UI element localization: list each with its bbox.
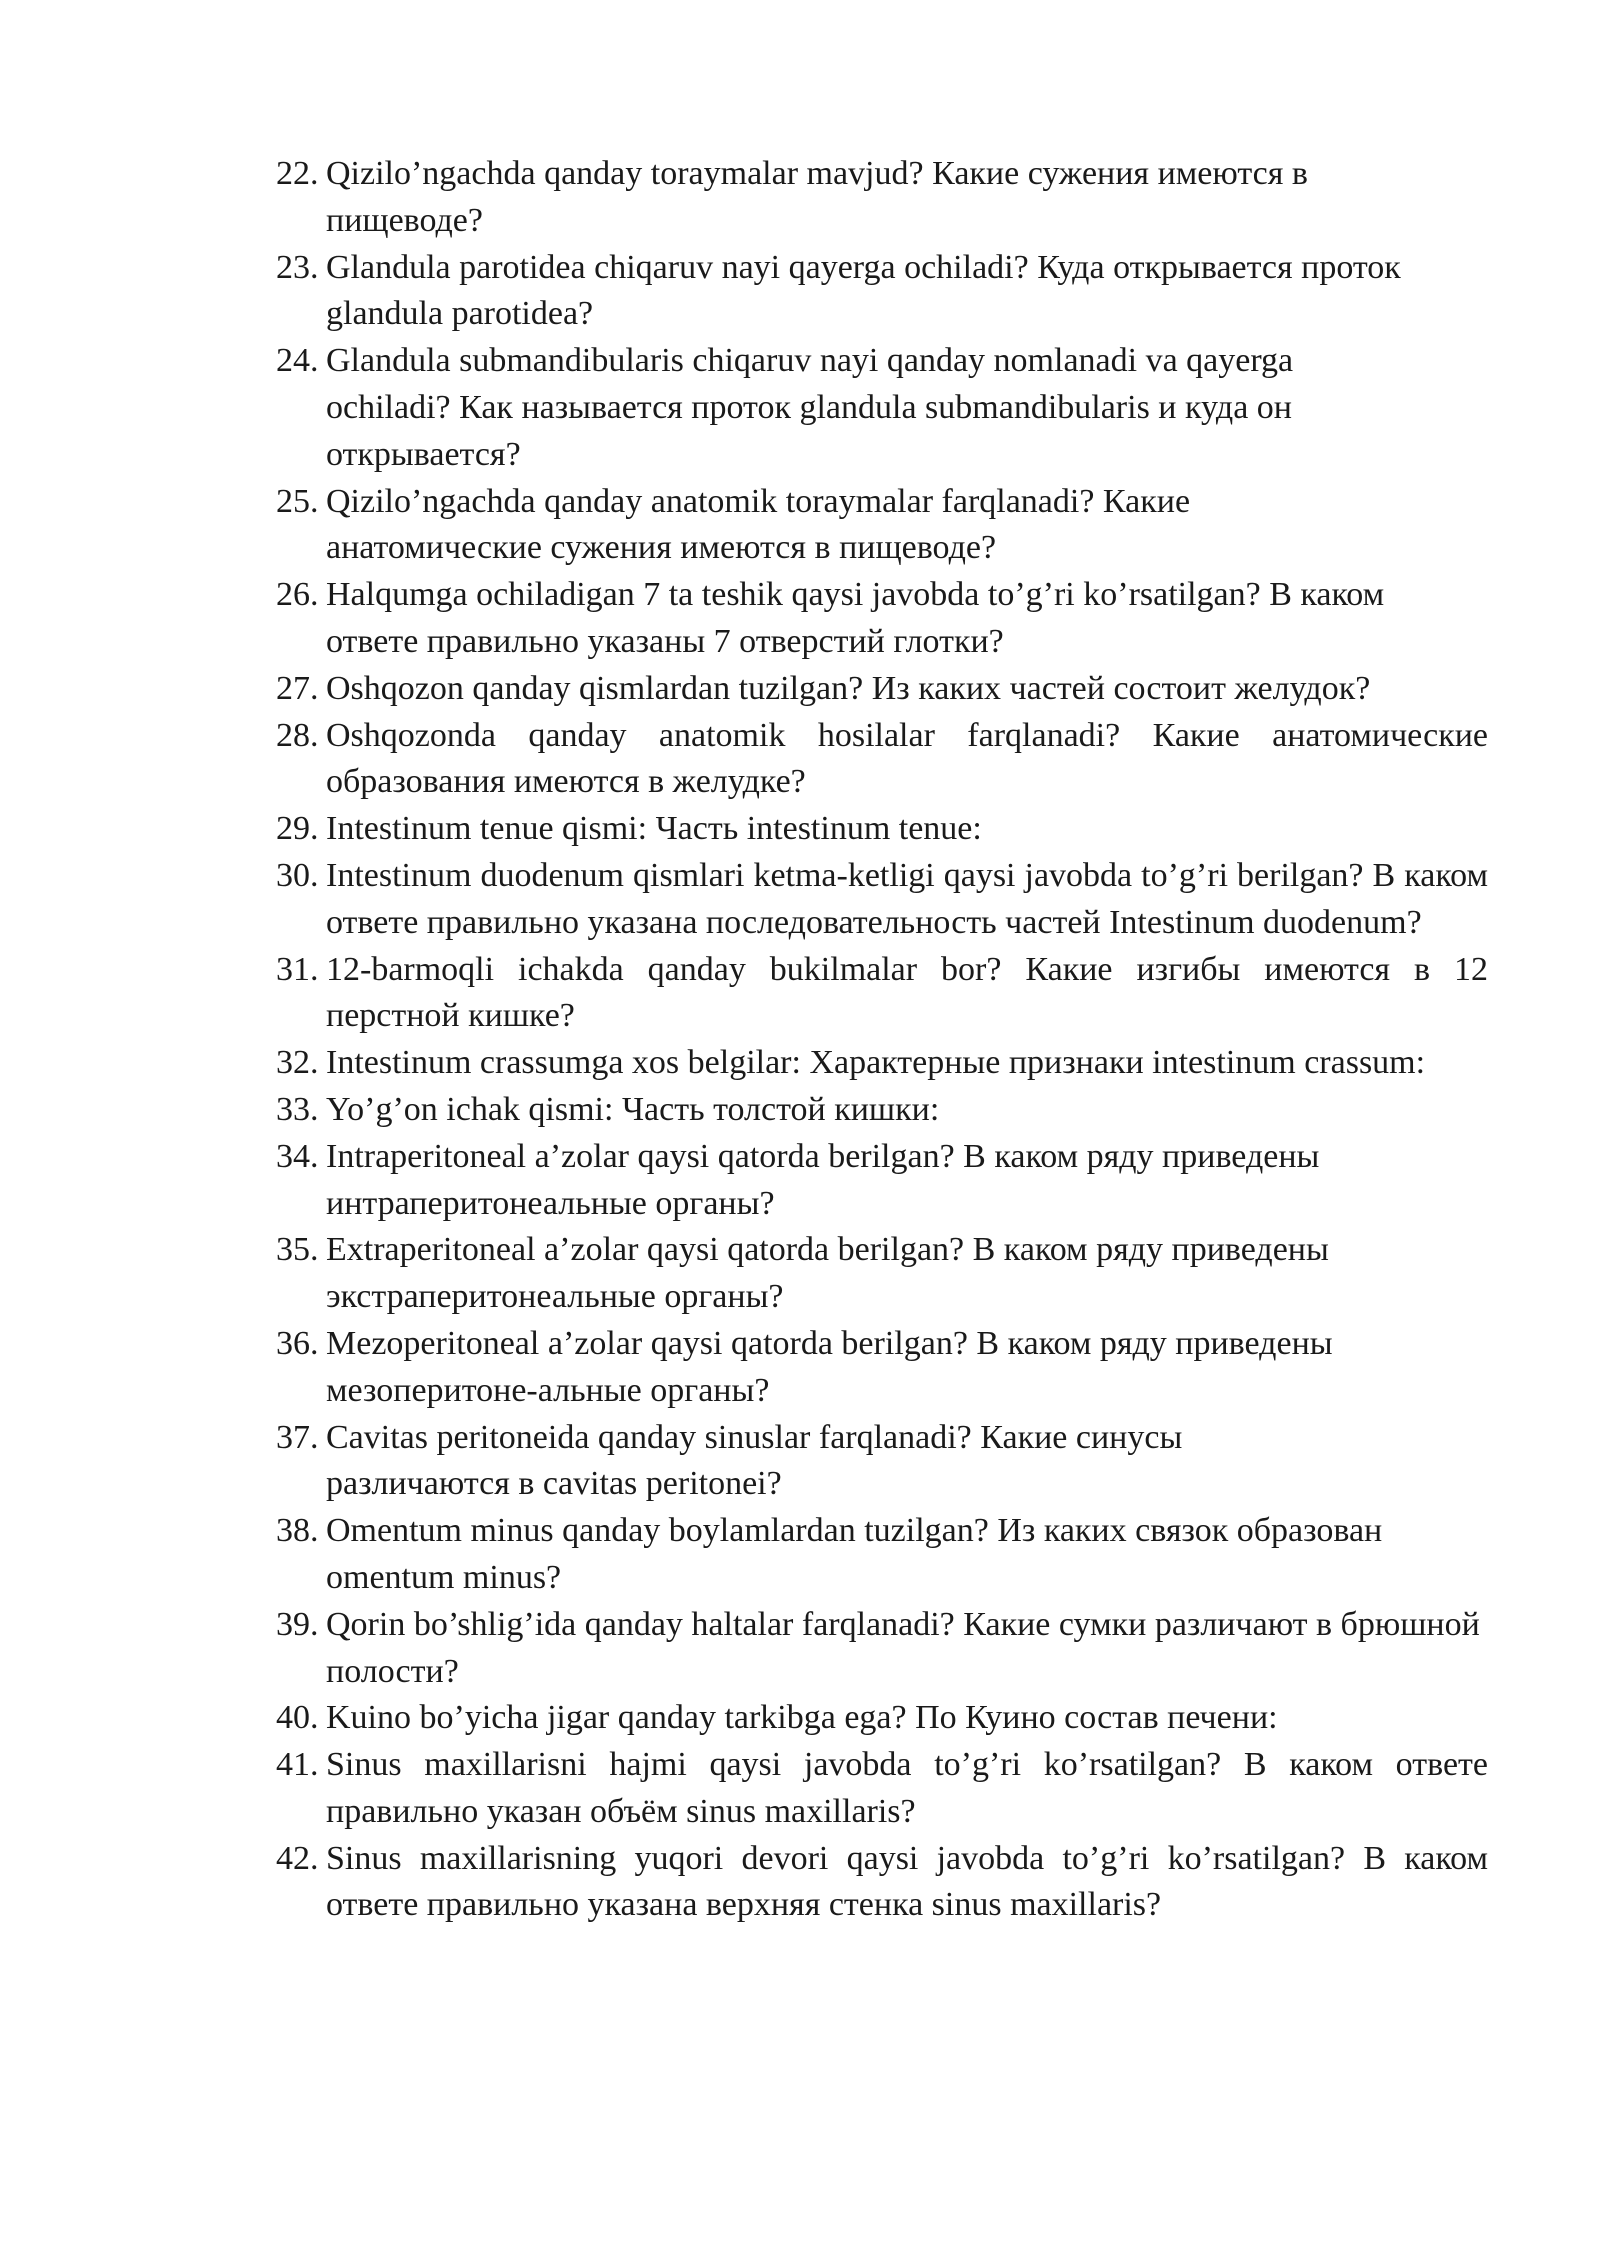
question-number: 30.: [276, 856, 319, 894]
question-item: [276, 338, 1426, 478]
question-number: 31.: [276, 950, 319, 988]
question-number: 26.: [276, 576, 319, 614]
question-text: Qizilo’ngachda qanday anatomik toraymalar farqlanadi? Какие анатомические сужения имеются в пищеводе?: [326, 482, 1191, 567]
question-number: 42.: [276, 1839, 319, 1877]
question-item: [276, 1087, 1488, 1134]
question-item: [276, 151, 1426, 245]
question-item: [276, 1602, 1526, 1696]
question-item: [276, 245, 1446, 339]
question-text: Sinus maxillarisni hajmi qaysi javobda to’g’ri ko’rsatilgan? В каком ответе правильно указан объём sinus maxillaris?: [326, 1746, 1488, 1830]
question-text: Intestinum crassumga xos belgilar: Характерные признаки intestinum crassum:: [326, 1044, 1426, 1082]
question-number: 23.: [276, 248, 319, 286]
question-item: [276, 572, 1426, 666]
question-number: 29.: [276, 810, 319, 848]
question-number: 32.: [276, 1044, 319, 1082]
question-text: Glandula parotidea chiqaruv nayi qayerga ochiladi? Куда открывается проток glandula parotidea?: [326, 248, 1401, 333]
question-number: 27.: [276, 669, 319, 707]
question-text: Halqumga ochiladigan 7 ta teshik qaysi javobda to’g’ri ko’rsatilgan? В каком ответе правильно указаны 7 отверстий глотки?: [326, 576, 1385, 660]
question-item: [276, 1508, 1406, 1602]
question-text: Oshqozonda qanday anatomik hosilalar farqlanadi? Какие анатомические образования имеются в желудке?: [326, 716, 1488, 801]
question-number: 28.: [276, 716, 319, 754]
question-text: Intraperitoneal a’zolar qaysi qatorda berilgan? В каком ряду приведены интраперитонеальные органы?: [326, 1137, 1320, 1222]
question-text: Qorin bo’shlig’ida qanday haltalar farqlanadi? Какие сумки различают в брюшной полости?: [326, 1605, 1480, 1690]
question-item: [276, 479, 1386, 573]
question-text: Glandula submandibularis chiqaruv nayi qanday nomlanadi va qayerga ochiladi? Как называется проток glandula submandibularis и куда он открывается?: [326, 342, 1294, 473]
question-text: Yo’g’on ichak qismi: Часть толстой кишки:: [326, 1090, 940, 1128]
question-item: [276, 1415, 1326, 1509]
question-number: 37.: [276, 1418, 319, 1456]
question-item: [276, 666, 1488, 713]
question-text: Cavitas peritoneida qanday sinuslar farqlanadi? Какие синусы различаются в cavitas peritonei?: [326, 1418, 1183, 1503]
question-item: [276, 713, 1488, 807]
question-number: 24.: [276, 342, 319, 380]
question-item: [276, 1134, 1506, 1228]
question-text: Omentum minus qanday boylamlardan tuzilgan? Из каких связок образован omentum minus?: [326, 1512, 1383, 1596]
question-item: [276, 1040, 1488, 1087]
question-number: 38.: [276, 1512, 319, 1550]
question-text: 12-barmoqli ichakda qanday bukilmalar bor? Какие изгибы имеются в 12 перстной кишке?: [326, 950, 1488, 1035]
question-text: Mezoperitoneal a’zolar qaysi qatorda berilgan? В каком ряду приведены мезоперитоне-альные органы?: [326, 1324, 1333, 1409]
question-item: [276, 1742, 1488, 1836]
question-number: 22.: [276, 155, 319, 192]
question-number: 35.: [276, 1231, 319, 1269]
question-number: 41.: [276, 1746, 319, 1784]
question-number: 25.: [276, 482, 319, 520]
question-number: 34.: [276, 1137, 319, 1175]
question-text: Sinus maxillarisning yuqori devori qaysi javobda to’g’ri ko’rsatilgan? В каком ответе правильно указана верхняя стенка sinus maxillaris?: [326, 1839, 1488, 1924]
question-text: Extraperitoneal a’zolar qaysi qatorda berilgan? В каком ряду приведены экстраперитонеальные органы?: [326, 1231, 1329, 1316]
question-item: [276, 1695, 1488, 1742]
question-item: [276, 1836, 1488, 1930]
question-text: Intestinum duodenum qismlari ketma-ketligi qaysi javobda to’g’ri berilgan? В каком ответе правильно указана последовательность частей Intestinum duodenum?: [326, 856, 1488, 941]
question-list: [276, 151, 1488, 1929]
question-text: Kuino bo’yicha jigar qanday tarkibga ega? По Куино состав печени:: [326, 1699, 1278, 1737]
question-item: [276, 806, 1488, 853]
question-item: [276, 1321, 1506, 1415]
question-item: [276, 853, 1488, 947]
question-item: [276, 947, 1488, 1041]
question-text: Qizilo’ngachda qanday toraymalar mavjud? Какие сужения имеются в пищеводе?: [326, 155, 1308, 239]
question-text: Oshqozon qanday qismlardan tuzilgan? Из каких частей состоит желудок?: [326, 669, 1371, 707]
question-number: 40.: [276, 1699, 319, 1737]
question-number: 33.: [276, 1090, 319, 1128]
question-number: 39.: [276, 1605, 319, 1643]
question-number: 36.: [276, 1324, 319, 1362]
question-text: Intestinum tenue qismi: Часть intestinum tenue:: [326, 810, 982, 848]
question-item: [276, 1227, 1506, 1321]
